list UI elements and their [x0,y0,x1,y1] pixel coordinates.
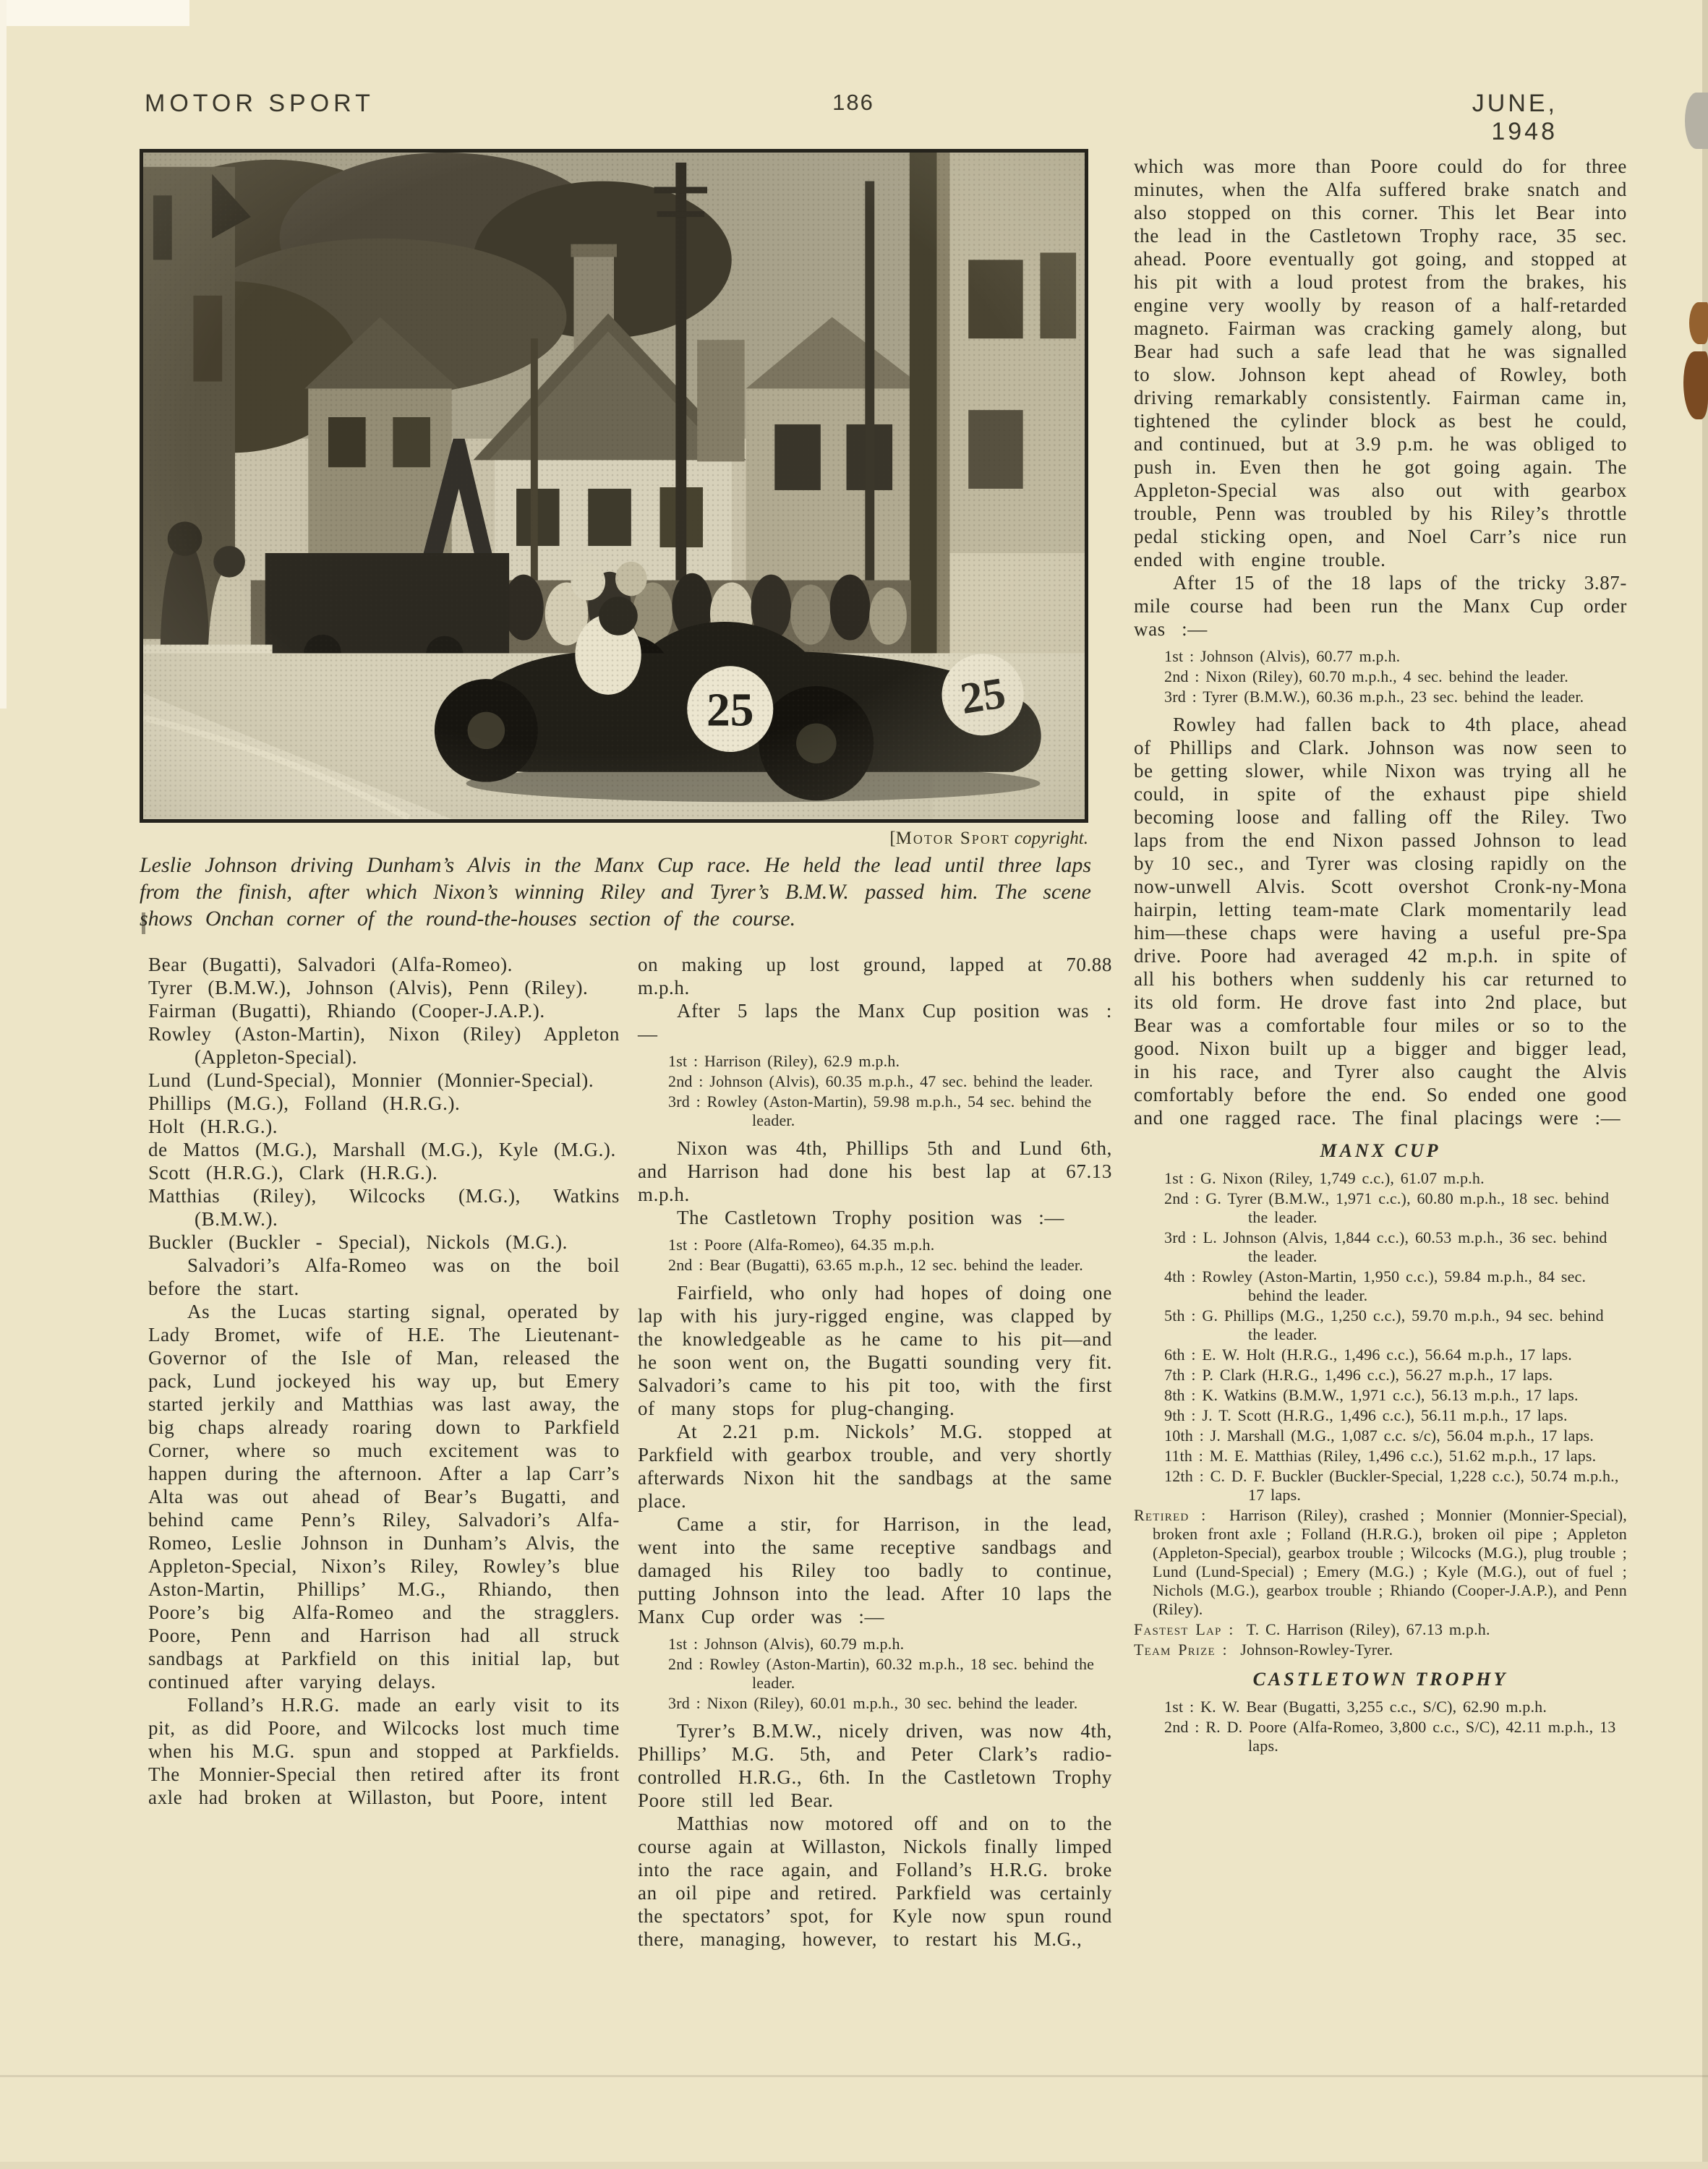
scan-edge-artifact [0,0,7,709]
paragraph: Salvadori’s Alfa-Romeo was on the boil before the start. [148,1254,620,1299]
issue-date: JUNE, 1948 [1472,90,1558,145]
paragraph: Folland’s H.R.G. made an early visit to its pit, as did Poore, and Wilcocks lost much time when his M.G. spun and stopped at Parkfields. The Monnier-Special then retired after its front axle had broken at Willaston, but Poore, intent [148,1694,620,1808]
paragraph: After 15 of the 18 laps of the tricky 3.87-mile course had been run the Manx Cup order was :— [1134,572,1627,640]
paragraph: Fairfield, who only had hopes of doing one lap with his jury-rigged engine, was clapped by the knowledgeable as he came to his pit—and he soon went on, the Bugatti sounding very fit. Salvadori’s came to his pit too, with the first of many stops for plug-changing. [638,1282,1112,1419]
paragraph: Nixon was 4th, Phillips 5th and Lund 6th, and Harrison had done his best lap at 67.13 m.p.h. [638,1137,1112,1205]
result-line: 1st : Johnson (Alvis), 60.77 m.p.h. [1164,647,1401,665]
results-heading: CASTLETOWN TROPHY [1252,1669,1508,1690]
result-note: Team Prize : Johnson-Rowley-Tyrer. [1134,1640,1393,1659]
entry-list-item: Phillips (M.G.), Folland (H.R.G.). [148,1092,461,1114]
result-line: 3rd : L. Johnson (Alvis, 1,844 c.c.), 60.53 m.p.h., 36 sec. behind the leader. [1164,1228,1607,1265]
article-column-left [148,953,620,1809]
result-line: 2nd : Johnson (Alvis), 60.35 m.p.h., 47 sec. behind the leader. [668,1072,1093,1090]
entry-list-item: Rowley (Aston-Martin), Nixon (Riley) Appleton (Appleton-Special). [148,1023,620,1068]
result-line: 2nd : R. D. Poore (Alfa-Romeo, 3,800 c.c., S/C), 42.11 m.p.h., 13 laps. [1164,1718,1616,1755]
photo-caption: Leslie Johnson driving Dunham’s Alvis in the Manx Cup race. He held the lead until three laps from the finish, after which Nixon’s winning Riley and Tyrer’s B.M.W. passed him. The scene shows Onchan corner of the round-the-houses section of the course. [140,853,1091,931]
result-line: 1st : K. W. Bear (Bugatti, 3,255 c.c., S/C), 62.90 m.p.h. [1164,1698,1547,1716]
credit-name: Motor Sport [895,829,1010,848]
article-column-right [1134,155,1627,1757]
entry-list-item: Holt (H.R.G.). [148,1116,278,1137]
result-line: 1st : G. Nixon (Riley, 1,749 c.c.), 61.07 m.p.h. [1164,1169,1485,1187]
page-number: 186 [832,90,874,115]
result-note: Fastest Lap : T. C. Harrison (Riley), 67.13 m.p.h. [1134,1620,1490,1638]
entry-list-item: Fairman (Bugatti), Rhiando (Cooper-J.A.P.). [148,1000,545,1022]
scan-edge-artifact [0,2162,1708,2169]
entry-list-item: Lund (Lund-Special), Monnier (Monnier-Special). [148,1069,594,1091]
credit-word: copyright. [1014,829,1088,848]
photo-credit [140,829,1088,849]
result-line: 11th : M. E. Matthias (Riley, 1,496 c.c.), 51.62 m.p.h., 17 laps. [1164,1447,1597,1465]
race-photo-illustration [143,153,1085,819]
result-line: 9th : J. T. Scott (H.R.G., 1,496 c.c.), 56.11 m.p.h., 17 laps. [1164,1406,1568,1424]
entry-list-item: Tyrer (B.M.W.), Johnson (Alvis), Penn (Riley). [148,977,589,998]
result-label: Fastest Lap : [1134,1620,1234,1638]
magazine-title: MOTOR SPORT [145,90,375,117]
result-line: 3rd : Rowley (Aston-Martin), 59.98 m.p.h., 54 sec. behind the leader. [668,1092,1092,1129]
result-line: 2nd : G. Tyrer (B.M.W., 1,971 c.c.), 60.80 m.p.h., 18 sec. behind the leader. [1164,1189,1610,1226]
page-tear-mark [1685,93,1708,149]
result-line: 6th : E. W. Holt (H.R.G., 1,496 c.c.), 56.64 m.p.h., 17 laps. [1164,1346,1573,1364]
results-heading: MANX CUP [1320,1140,1441,1161]
result-line: 2nd : Rowley (Aston-Martin), 60.32 m.p.h., 18 sec. behind the leader. [668,1655,1095,1692]
paragraph: Matthias now motored off and on to the course again at Willaston, Nickols finally limped into the race again, and Folland’s H.R.G. broke an oil pipe and retired. Parkfield was certainly the spectators’ spot, for Kyle now spun round there, managing, however, to restart his M.G., [638,1813,1112,1950]
paragraph: Came a stir, for Harrison, in the lead, went into the same receptive sandbags and damaged his Riley too badly to continue, putting Johnson into the lead. After 10 laps the Manx Cup order was :— [638,1513,1112,1627]
result-line: 3rd : Tyrer (B.M.W.), 60.36 m.p.h., 23 sec. behind the leader. [1164,688,1584,706]
paragraph: At 2.21 p.m. Nickols’ M.G. stopped at Parkfield with gearbox trouble, and very shortly afterwards Nixon hit the sandbags at the same place. [638,1421,1112,1512]
paragraph: The Castletown Trophy position was :— [677,1207,1064,1228]
vignette-overlay [143,153,1085,819]
result-line: 7th : P. Clark (H.R.G., 1,496 c.c.), 56.27 m.p.h., 17 laps. [1164,1366,1553,1384]
paragraph: which was more than Poore could do for three minutes, when the Alfa suffered brake snatch and also stopped on this corner. This let Bear into the lead in the Castletown Trophy race, 35 sec. ahead. Poore eventually got going, and stopped at his pit with a loud protest from the brakes, his engine very woolly by reason of a half-retarded magneto. Fairman was cracking gamely along, but Bear had such a safe lead that he was signalled to slow. Johnson kept ahead of Rowley, both driving remarkably consistently. Fairman came in, tightened the cylinder block as best he could, and continued, but at 3.9 p.m. he was obliged to push in. Even then he got going again. The Appleton-Special was also out with gearbox trouble, Penn was troubled by his Riley’s throttle pedal sticking open, and Noel Carr’s nice run ended with engine trouble. [1134,155,1627,570]
result-line: 4th : Rowley (Aston-Martin, 1,950 c.c.), 59.84 m.p.h., 84 sec. behind the leader. [1164,1267,1587,1304]
paper-stain [1689,302,1708,344]
credit-bracket: [ [889,829,896,848]
result-label: Retired : [1134,1506,1207,1524]
paragraph: As the Lucas starting signal, operated by Lady Bromet, wife of H.E. The Lieutenant-Governor of the Isle of Man, released the pack, Lund jockeyed his way up, but Emery started jerkily and Matthias was last away, the big chaps already roaring down to Parkfield Corner, where so much excitement was to happen during the afternoon. After a lap Carr’s Alta was out ahead of Bear’s Bugatti, and behind came Penn’s Riley, Salvadori’s Alfa-Romeo, Leslie Johnson in Dunham’s Alvis, the Appleton-Special, Nixon’s Riley, Rowley’s blue Aston-Martin, Phillips’ M.G., Rhiando, then Poore’s big Alfa-Romeo and the stragglers. Poore, Penn and Harrison had all struck sandbags at Parkfield on this initial lap, but continued after varying delays. [148,1301,620,1693]
result-line: 8th : K. Watkins (B.M.W., 1,971 c.c.), 56.13 m.p.h., 17 laps. [1164,1386,1579,1404]
result-line: 2nd : Bear (Bugatti), 63.65 m.p.h., 12 sec. behind the leader. [668,1256,1083,1274]
result-line: 1st : Harrison (Riley), 62.9 m.p.h. [668,1052,900,1070]
entry-list-item: Buckler (Buckler - Special), Nickols (M.G.). [148,1231,568,1253]
result-line: 1st : Johnson (Alvis), 60.79 m.p.h. [668,1635,905,1653]
paper-stain [1683,351,1708,419]
paragraph: Tyrer’s B.M.W., nicely driven, was now 4th, Phillips’ M.G. 5th, and Peter Clark’s radio-controlled H.R.G., 6th. In the Castletown Trophy Poore still led Bear. [638,1720,1112,1811]
scan-edge-artifact [0,0,189,26]
entry-list-item: Bear (Bugatti), Salvadori (Alfa-Romeo). [148,954,513,975]
scan-line-artifact [0,2075,1708,2077]
entry-list-item: Scott (H.R.G.), Clark (H.R.G.). [148,1162,438,1184]
race-photo [140,149,1088,823]
result-line: 5th : G. Phillips (M.G., 1,250 c.c.), 59.70 m.p.h., 94 sec. behind the leader. [1164,1306,1604,1343]
result-line: 3rd : Nixon (Riley), 60.01 m.p.h., 30 sec. behind the leader. [668,1694,1078,1712]
result-label: Team Prize : [1134,1640,1228,1659]
result-note: Retired : Harrison (Riley), crashed ; Monnier (Monnier-Special), broken front axle ; Folland (H.R.G.), broken oil pipe ; Appleton (Appleton-Special), gearbox trouble ; Wilcocks (M.G.), plug trouble ; Lund (Lund-Special) ; Emery (M.G.) ; Kyle (M.G.), out of fuel ; Nichols (M.G.), gearbox trouble ; Rhiando (Cooper-J.A.P.), and Penn (Riley). [1134,1506,1627,1618]
paragraph: After 5 laps the Manx Cup position was :— [638,1000,1112,1045]
result-line: 2nd : Nixon (Riley), 60.70 m.p.h., 4 sec. behind the leader. [1164,667,1568,685]
article-column-middle [638,953,1112,1951]
entry-list-item: de Mattos (M.G.), Marshall (M.G.), Kyle (M.G.). [148,1139,616,1160]
result-line: 10th : J. Marshall (M.G., 1,087 c.c. s/c), 56.04 m.p.h., 17 laps. [1164,1426,1594,1445]
result-line: 12th : C. D. F. Buckler (Buckler-Special, 1,228 c.c.), 50.74 m.p.h., 17 laps. [1164,1467,1619,1504]
result-line: 1st : Poore (Alfa-Romeo), 64.35 m.p.h. [668,1236,935,1254]
entry-list-item: Matthias (Riley), Wilcocks (M.G.), Watkins (B.M.W.). [148,1185,620,1230]
paragraph: on making up lost ground, lapped at 70.88 m.p.h. [638,954,1112,998]
paragraph: Rowley had fallen back to 4th place, ahead of Phillips and Clark. Johnson was now seen to be getting slower, while Nixon was trying all he could, in spite of the exhaust pipe shield becoming loose and falling off the Riley. Two laps from the end Nixon passed Johnson to lead by 10 sec., and Tyrer was closing rapidly on the now-unwell Alvis. Scott overshot Cronk-ny-Mona hairpin, letting team-mate Clark momentarily lead him—these chaps were having a useful pre-Spa drive. Poore had averaged 42 m.p.h. in spite of all his bothers when suddenly his car returned to its old form. He drove fast into 2nd place, but Bear was a comfortable four miles or so to the good. Nixon built up a bigger and bigger lead, in his race, and Tyrer also caught the Alvis comfortably before the end. So ended one good and one ragged race. The final placings were :— [1134,714,1627,1129]
